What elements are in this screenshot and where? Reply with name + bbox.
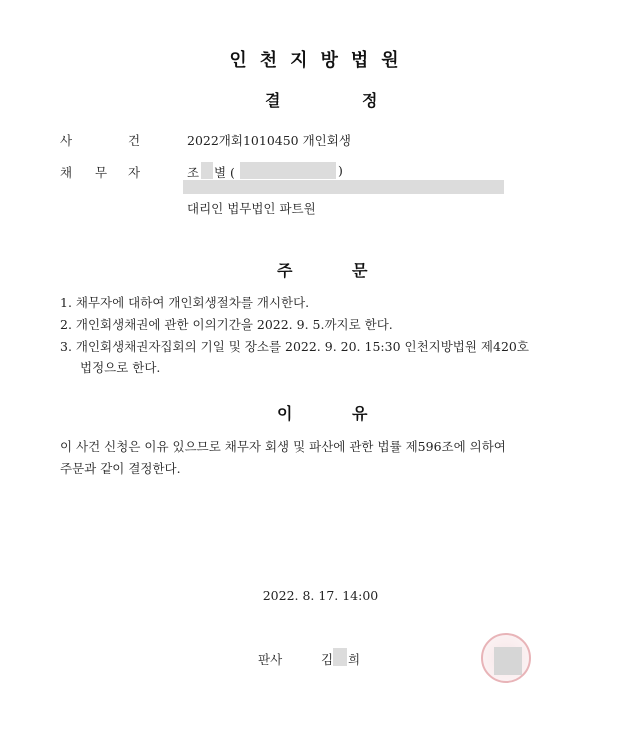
order-heading-char-2: 문: [352, 261, 368, 280]
order-item-3: 3. 개인회생채권자집회의 기일 및 장소를 2022. 9. 20. 15:30 인천지방법원 제420호: [60, 339, 529, 354]
order-item-1: 1. 채무자에 대하여 개인회생절차를 개시한다.: [60, 295, 310, 310]
case-number: 2022개회1010450 개인회생: [187, 133, 351, 148]
decision-date: 2022. 8. 17. 14:00: [262, 588, 379, 603]
reason-line-2: 주문과 같이 결정한다.: [60, 461, 181, 476]
debtor-name-close: ): [338, 163, 343, 178]
redacted-seal-block: [494, 647, 522, 675]
title-char-2: 정: [362, 91, 378, 110]
debtor-label-char-1: 채: [60, 165, 73, 180]
debtor-name-first: 조: [187, 165, 200, 180]
order-item-3-continuation: 법정으로 한다.: [80, 360, 161, 375]
debtor-name-last: 별 (: [214, 165, 235, 180]
debtor-agent: 대리인 법무법인 파트원: [187, 201, 316, 216]
reason-line-1: 이 사건 신청은 이유 있으므로 채무자 회생 및 파산에 관한 법률 제596조에 의하여: [60, 439, 506, 454]
order-item-2: 2. 개인회생채권에 관한 이의기간을 2022. 9. 5.까지로 한다.: [60, 317, 393, 332]
judge-title: 판사: [258, 652, 283, 667]
debtor-label-char-3: 자: [128, 165, 141, 180]
judge-name-first: 김: [321, 652, 334, 667]
judge-name-last: 희: [348, 652, 361, 667]
title-char-1: 결: [265, 91, 281, 110]
debtor-label-char-2: 무: [95, 165, 108, 180]
order-heading-char-1: 주: [277, 261, 293, 280]
case-label-char-2: 건: [128, 133, 141, 148]
case-label-char-1: 사: [60, 133, 73, 148]
redacted-judge-name-block: [333, 648, 347, 666]
redacted-name-block: [201, 162, 213, 179]
reason-heading-char-1: 이: [277, 404, 293, 423]
court-name: 인천지방법원: [229, 50, 412, 71]
official-seal-stamp: [481, 633, 531, 683]
redacted-address-block: [183, 180, 504, 194]
reason-heading-char-2: 유: [352, 404, 368, 423]
redacted-id-block: [240, 162, 336, 179]
